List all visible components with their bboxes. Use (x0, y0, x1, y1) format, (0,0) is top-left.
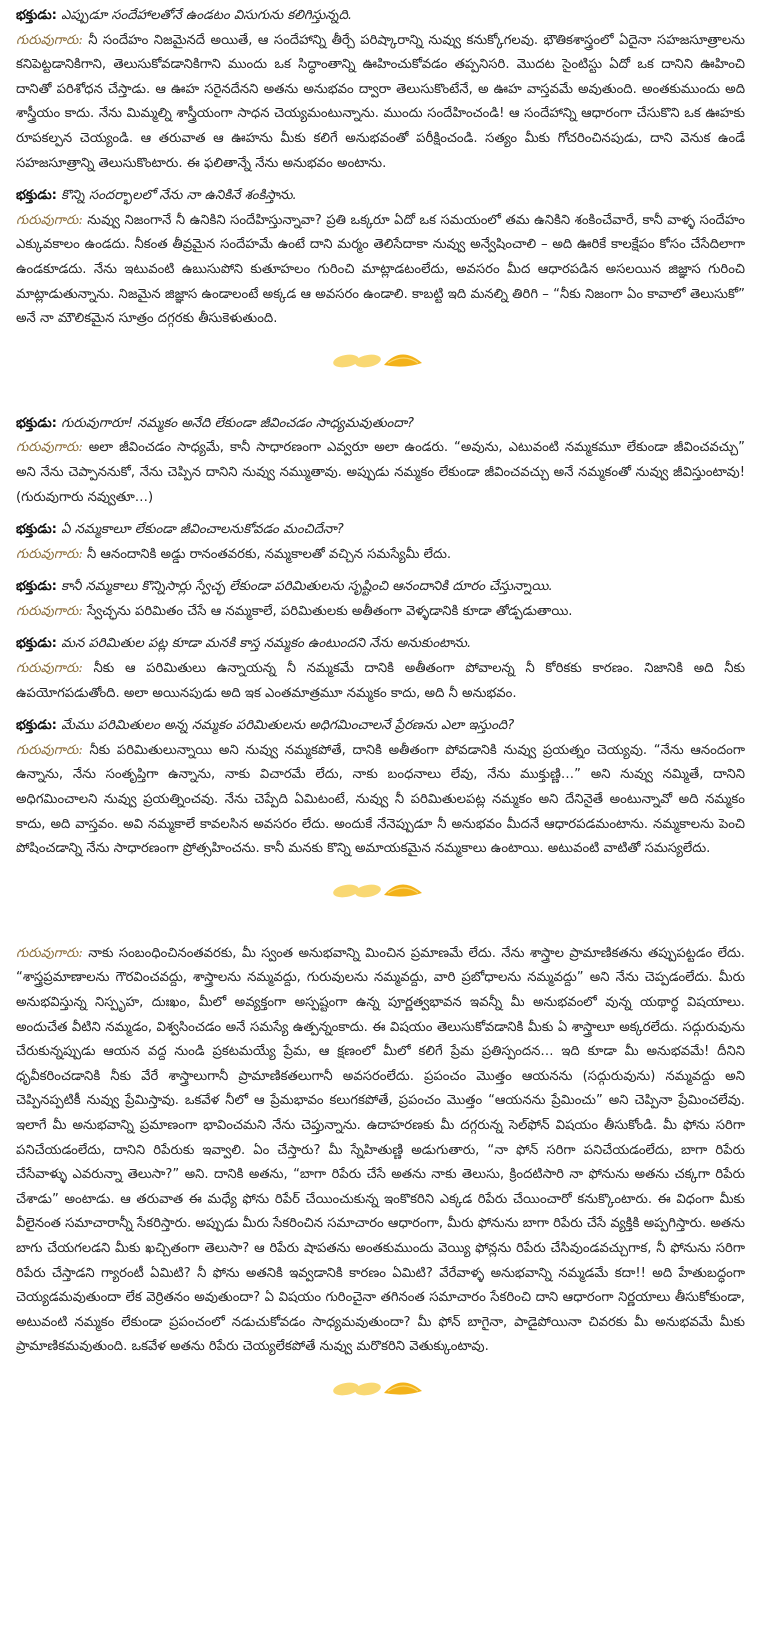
answer (16, 942, 745, 1360)
answer-text: నీ సందేహం నిజమైనదే అయితే, ఆ సందేహాన్ని తీర్చే పరిష్కారాన్ని నువ్వు కనుక్కోగలవు. భౌతికశాస్త్రంలో ఏదైనా సహజసూత్రాలను కనిపెట్టడానికిగాని, తెలుసుకోవడానికిగాని ముందు ఒక సిద్ధాంతాన్ని ఊహించుకోవడం తప్పనిసరి. మొదట సైంటిస్టు ఏదో ఒక దానిని ఊహించి దానితో పరిశోధన చేస్తాడు. ఆ ఊహ సరైనదేనని అతను అనుభవం ద్వారా తెలుసుకొంటేనే, అ ఊహ వాస్తవమే అవుతుంది. అంతకుముందు అది శాస్త్రీయం కాదు. నేను మిమ్మల్ని శాస్త్రీయంగా సాధన చెయ్యమంటున్నాను. ముందు సందేహించండి! ఆ సందేహాన్ని ఆధారంగా చేసుకొని ఒక ఊహకు రూపకల్పన చెయ్యండి. ఆ తరువాత ఆ ఊహను మీకు కలిగే అనుభవంతో పరీక్షించండి. సత్యం మీకు గోచరించినపుడు, దాని వెనుక ఉండే సహజసూత్రాన్ని తెలుసుకొంటారు. ఈ ఫలితాన్నే నేను అనుభవం అంటాను. (16, 32, 745, 171)
answer (16, 29, 745, 177)
ornament-divider (16, 870, 745, 910)
guru-label: గురువుగారు: (16, 212, 83, 228)
answer-text: నువ్వు నిజంగానే నీ ఉనికిని సందేహిస్తున్నావా? ప్రతి ఒక్కరూ ఏదో ఒక సమయంలో తమ ఉనికిని శంకించేవారే, కానీ వాళ్ళ సందేహం ఎక్కువకాలం ఉండదు. నీకంత తీవ్రమైన సందేహమే ఉంటే దాని మర్మం తెలిసేదాకా నువ్వు అన్వేషించాలి – అది ఊరికే కాలక్షేపం కోసం చేసేదిలాగా ఉండకూడదు. నేను ఇటువంటి ఉబుసుపోని కుతూహలం గురించి మాట్లాడటంలేదు, అవసరం మీద ఆధారపడిన అసలయిన జిజ్ఞాస గురించి మాట్లాడుతున్నాను. నిజమైన జిజ్ఞాస ఉండాలంటే అక్కడ ఆ అవసరం ఉండాలి. కాబట్టి ఇది మనల్ని తిరిగి – “నీకు నిజంగా ఏం కావాలో తెలుసుకో” అనే నా మౌలికమైన సూత్రం దగ్గరకు తీసుకెళుతుంది. (16, 212, 745, 327)
question-text: ఏ నమ్మకాలూ లేకుండా జీవించాలనుకోవడం మంచిదేనా? (61, 522, 344, 538)
qa-block (16, 632, 745, 706)
question-text: ఎప్పుడూ సందేహాలతోనే ఉండటం విసుగును కలిగిస్తున్నది. (61, 8, 353, 23)
answer-text: అలా జీవించడం సాధ్యమే, కానీ సాధారణంగా ఎవ్వరూ అలా ఉండరు. “అవును, ఎటువంటి నమ్మకమూ లేకుండా జీవించవచ్చు” అని నేను చెప్పాననుకో, నేను చెప్పిన దానిని నువ్వు నమ్ముతావు. అప్పుడు నమ్మకం లేకుండా జీవించవచ్చు అనే నమ్మకంతో నువ్వు జీవిస్తుంటావు! (గురువుగారు నవ్వుతూ…) (16, 440, 745, 505)
guru-label: గురువుగారు: (16, 32, 83, 48)
leaf-ornament-icon (326, 875, 436, 905)
question-text: మన పరిమితుల పట్ల కూడా మనకి కాస్త నమ్మకం ఉంటుందని నేను అనుకుంటాను. (61, 636, 472, 652)
qa-block (16, 4, 745, 176)
question (16, 4, 745, 29)
devotee-label: భక్తుడు: (16, 8, 57, 23)
question (16, 412, 745, 437)
question-text: గురువుగారూ! నమ్మకం అనేది లేకుండా జీవించడం సాధ్యమవుతుందా? (61, 415, 415, 431)
answer (16, 657, 745, 706)
question (16, 575, 745, 600)
qa-block (16, 518, 745, 567)
devotee-label: భక్తుడు: (16, 188, 57, 204)
answer-text: నాకు సంబంధించినంతవరకు, మీ స్వంత అనుభవాన్ని మించిన ప్రమాణమే లేదు. నేను శాస్త్రాల ప్రామాణికతను తప్పుపట్టడం లేదు. “శాస్త్రప్రమాణాలను గౌరవించవద్దు, శాస్త్రాలను నమ్మవద్దు, గురువులను నమ్మవద్దు, వారి ప్రబోధాలను నమ్మవద్దు” అని నేను చెప్పడంలేదు. మీరు అనుభవిస్తున్న నిస్పృహ, దుఃఖం, మీలో అవ్యక్తంగా అస్పష్టంగా ఉన్న పూర్ణత్వభావన ఇవన్నీ మీ అనుభవంలో వున్న యథార్థ విషయాలు. అందుచేత వీటిని నమ్మడం, విశ్వసించడం అనే సమస్యే ఉత్పన్నంకాదు. ఈ విషయం తెలుసుకోవడానికి మీకు ఏ శాస్త్రాలూ అక్కరలేదు. సద్గురువును చేరుకున్నప్పుడు ఆయన వద్ద నుండి ప్రకటమయ్యే ప్రేమ, ఆ క్షణంలో మీలో కలిగే ప్రేమ ప్రతిస్పందన… ఇది కూడా మీ అనుభవమే! దీనిని ధృవీకరించడానికి నీకు వేరే శాస్త్రాలుగానీ ప్రామాణికతలుగానీ అవసరంలేదు. ప్రపంచం మొత్తం ఆయనను (సద్గురువును) నమ్మవద్దు అని చెప్పినప్పటికీ నువ్వు ప్రేమిస్తావు. ఒకవేళ నీలో ఆ ప్రేమభావం కలుగకపోతే, ప్రపంచం మొత్తం “ఆయనను ప్రేమించు” అని చెప్పినా ప్రేమించలేవు. ఇలాగే మీ అనుభవాన్ని ప్రమాణంగా భావించమని నేను చెప్తున్నాను. ఉదాహరణకు మీ దగ్గరున్న సెల్‌ఫోన్ విషయం తీసుకోండి. మీ ఫోను సరిగా పనిచేయడంలేదు, దానిని రిపేరుకు ఇవ్వాలి. ఏం చేస్తారు? మీ స్నేహితుణ్ణి అడుగుతారు, “నా ఫోన్ సరిగా పనిచేయడంలేదు, బాగా రిపేరు చేసేవాళ్ళు ఎవరున్నా తెలుసా?” అని. దానికి అతను, “బాగా రిపేరు చేసే అతను నాకు తెలుసు, క్రిందటిసారి నా ఫోనును అతను చక్కగా రిపేరు చేశాడు” అంటాడు. ఆ తరువాత ఈ మధ్యే ఫోను రిపేర్ చేయించుకున్న ఇంకొకరిని ఎక్కడ రిపేరు చేయించారో కనుక్కొంటారు. ఈ విధంగా మీకు వీలైనంత సమాచారాన్నీ సేకరిస్తారు. అప్పుడు మీరు సేకరించిన సమాచారం ఆధారంగా, మీరు ఫోనును బాగా రిపేరు చేసే వ్యక్తికి అప్పగిస్తారు. అతను బాగు చేయగలడని మీకు ఖచ్చితంగా తెలుసా? ఆ రిపేరు షాపతను అంతకుముందు వెయ్యి ఫోన్లను రిపేరు చేసివుండవచ్చుగాక, నీ ఫోనును సరిగా రిపేరు చేస్తాడని గ్యారంటీ ఏమిటి? నీ ఫోను అతనికి ఇవ్వడానికి కారణం ఏమిటి? వేరేవాళ్ళ అనుభవాన్ని నమ్మడమే కదా!! అది హేతుబద్ధంగా చెయ్యడమవుతుందా లేక వెర్రితనం అవుతుందా? ఏ విషయం గురించైనా తగినంత సమాచారం సేకరించి దాని ఆధారంగా నిర్ణయాలు తీసుకోకుండా, అటువంటి నమ్మకం లేకుండా ప్రపంచంలో నడుచుకోవడం సాధ్యమవుతుందా? మీ ఫోన్ బాగైనా, పాడైపోయినా చివరకు మీ అనుభవమే మీకు ప్రామాణికమవుతుంది. ఒకవేళ అతను రిపేరు చెయ్యలేకపోతే నువ్వు మరొకరిని వెతుక్కుంటావు. (16, 945, 745, 1355)
question (16, 714, 745, 739)
guru-label: గురువుగారు: (16, 742, 83, 758)
devotee-label: భక్తుడు: (16, 415, 57, 431)
answer-text: స్వేచ్ఛను పరిమితం చేసే ఆ నమ్మకాలే, పరిమితులకు అతీతంగా వెళ్ళడానికి కూడా తోడ్పడుతాయి. (86, 603, 573, 619)
question (16, 518, 745, 543)
answer (16, 436, 745, 510)
guru-label: గురువుగారు: (16, 440, 83, 456)
devotee-label: భక్తుడు: (16, 579, 57, 595)
answer-text: నీకు పరిమితులున్నాయి అని నువ్వు నమ్మకపోతే, దానికి అతీతంగా పోవడానికి నువ్వు ప్రయత్నం చెయ్యవు. “నేను ఆనందంగా ఉన్నాను, నేను సంతృప్తిగా ఉన్నాను, నాకు విచారమే లేదు, నాకు బంధనాలు లేవు, నేను ముక్తుణ్ణి…” అని నువ్వు నమ్మితే, దానిని అధిగమించాలని నువ్వు ప్రయత్నించవు. నేను చెప్పేది ఏమిటంటే, నువ్వు నీ పరిమితులపట్ల నమ్మకం అని దేనినైతే అంటున్నావో అది నమ్మకం కాదు, అది వాస్తవం. అవి నమ్మకాలే కావలసిన అవసరం లేదు. అందుకే నేనెప్పుడూ నీ అనుభవం మీదనే ఆధారపడమంటాను. నమ్మకాలను పెంచి పోషించడాన్ని నేను సాధారణంగా ప్రోత్సహించను. కానీ మనకు కొన్ని అమాయకమైన నమ్మకాలు ఉంటాయి. అటువంటి వాటితో సమస్యలేదు. (16, 742, 745, 857)
ornament-divider (16, 340, 745, 380)
guru-label: గురువుగారు: (16, 945, 83, 961)
question (16, 184, 745, 209)
ornament-divider (16, 1368, 745, 1408)
guru-label: గురువుగారు: (16, 661, 83, 677)
question-text: మేము పరిమితులం అన్న నమ్మకం పరిమితులను అధిగమించాలనే ప్రేరణను ఎలా ఇస్తుంది? (61, 718, 515, 734)
answer (16, 739, 745, 862)
answer (16, 543, 745, 568)
question-text: కొన్ని సందర్భాలలో నేను నా ఉనికినే శంకిస్తాను. (61, 188, 297, 204)
qa-block (16, 575, 745, 624)
qa-block (16, 942, 745, 1360)
guru-label: గురువుగారు: (16, 603, 83, 619)
question-text: కానీ నమ్మకాలు కొన్నిసార్లు స్వేచ్ఛ లేకుండా పరిమితులను సృష్టించి ఆనందానికి దూరం చేస్తున్నాయి. (61, 579, 553, 595)
qa-block (16, 412, 745, 510)
answer (16, 209, 745, 332)
qa-block (16, 184, 745, 332)
devotee-label: భక్తుడు: (16, 522, 57, 538)
question (16, 632, 745, 657)
answer (16, 600, 745, 625)
qa-block (16, 714, 745, 862)
guru-label: గురువుగారు: (16, 546, 83, 562)
answer-text: నీ ఆనందానికి అడ్డు రానంతవరకు, నమ్మకాలతో వచ్చిన సమస్యేమీ లేదు. (86, 546, 452, 562)
devotee-label: భక్తుడు: (16, 718, 57, 734)
leaf-ornament-icon (326, 1373, 436, 1403)
leaf-ornament-icon (326, 345, 436, 375)
answer-text: నీకు ఆ పరిమితులు ఉన్నాయన్న నీ నమ్మకమే దానికి అతీతంగా పోవాలన్న నీ కోరికకు కారణం. నిజానికి అది నీకు ఉపయోగపడుతోంది. అలా అయినపుడు అది ఇక ఎంతమాత్రమూ నమ్మకం కాదు, అది నీ అనుభవం. (16, 661, 746, 701)
devotee-label: భక్తుడు: (16, 636, 57, 652)
